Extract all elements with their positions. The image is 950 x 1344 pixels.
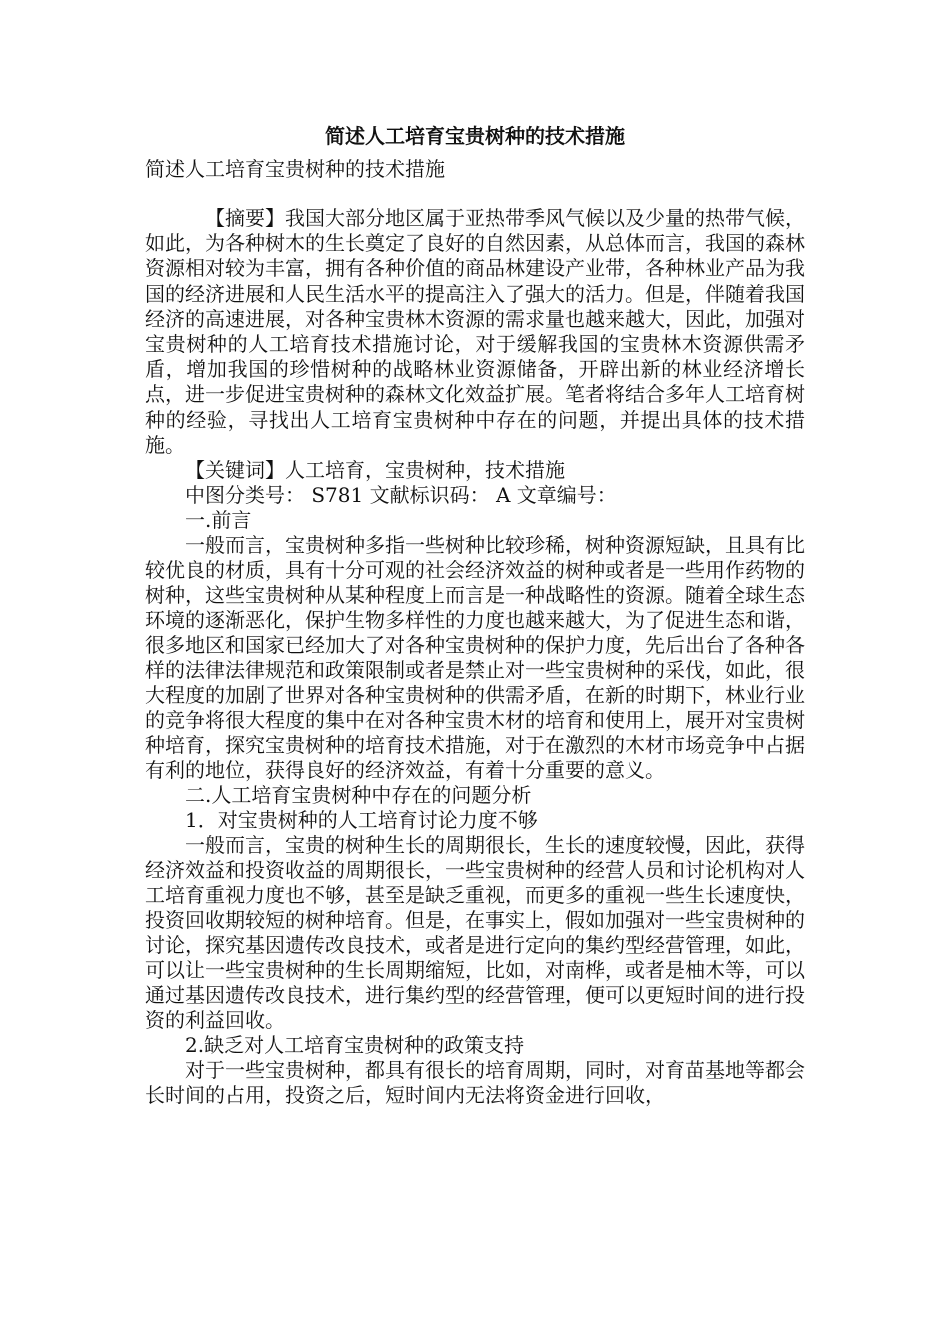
document-page bbox=[145, 118, 805, 1108]
section-heading-problems: 二.人工培育宝贵树种中存在的问题分析 bbox=[185, 783, 532, 808]
classification-line: 中图分类号： S781 文献标识码： A 文章编号： bbox=[185, 483, 617, 508]
section-heading-intro: 一.前言 bbox=[185, 508, 252, 533]
subsection-heading-research: 1．对宝贵树种的人工培育讨论力度不够 bbox=[185, 808, 538, 833]
document-subtitle: 简述人工培育宝贵树种的技术措施 bbox=[145, 157, 445, 181]
document-title: 简述人工培育宝贵树种的技术措施 bbox=[325, 124, 625, 148]
intro-paragraph: 一般而言，宝贵树种多指一些树种比较珍稀，树种资源短缺，且具有比较优良的材质，具有十分可观的社会经济效益的树种或者是一些用作药物的树种，这些宝贵树种从某种程度上而言是一种战略性的资源。随着全球生态环境的逐渐恶化，保护生物多样性的力度也越来越大，为了促进生态和谐，很多地区和国家已经加大了对各种宝贵树种的保护力度，先后出台了各种各样的法律法律规范和政策限制或者是禁止对一些宝贵树种的采伐，如此，很大程度的加剧了世界对各种宝贵树种的供需矛盾，在新的时期下，林业行业的竞争将很大程度的集中在对各种宝贵木材的培育和使用上，展开对宝贵树种培育，探究宝贵树种的培育技术措施，对于在激烈的木材市场竞争中占据有利的地位，获得良好的经济效益，有着十分重要的意义。 bbox=[145, 533, 805, 783]
research-paragraph: 一般而言，宝贵的树种生长的周期很长，生长的速度较慢，因此，获得经济效益和投资收益的周期很长，一些宝贵树种的经营人员和讨论机构对人工培育重视力度也不够，甚至是缺乏重视，而更多的重视一些生长速度快，投资回收期较短的树种培育。但是，在事实上，假如加强对一些宝贵树种的讨论，探究基因遗传改良技术，或者是进行定向的集约型经营管理，如此，可以让一些宝贵树种的生长周期缩短，比如，对南桦，或者是柚木等，可以通过基因遗传改良技术，进行集约型的经营管理，便可以更短时间的进行投资的利益回收。 bbox=[145, 833, 805, 1033]
policy-paragraph: 对于一些宝贵树种，都具有很长的培育周期，同时，对育苗基地等都会长时间的占用，投资之后，短时间内无法将资金进行回收， bbox=[145, 1058, 805, 1108]
abstract-paragraph: 【摘要】我国大部分地区属于亚热带季风气候以及少量的热带气候，如此，为各种树木的生长奠定了良好的自然因素，从总体而言，我国的森林资源相对较为丰富，拥有各种价值的商品林建设产业带，各种林业产品为我国的经济进展和人民生活水平的提高注入了强大的活力。但是，伴随着我国经济的高速进展，对各种宝贵林木资源的需求量也越来越大，因此，加强对宝贵树种的人工培育技术措施讨论，对于缓解我国的宝贵林木资源供需矛盾，增加我国的珍惜树种的战略林业资源储备，开辟出新的林业经济增长点，进一步促进宝贵树种的森林文化效益扩展。笔者将结合多年人工培育树种的经验，寻找出人工培育宝贵树种中存在的问题，并提出具体的技术措施。 bbox=[145, 206, 805, 457]
keywords-line: 【关键词】人工培育，宝贵树种，技术措施 bbox=[185, 458, 565, 483]
subsection-heading-policy: 2.缺乏对人工培育宝贵树种的政策支持 bbox=[185, 1033, 525, 1058]
